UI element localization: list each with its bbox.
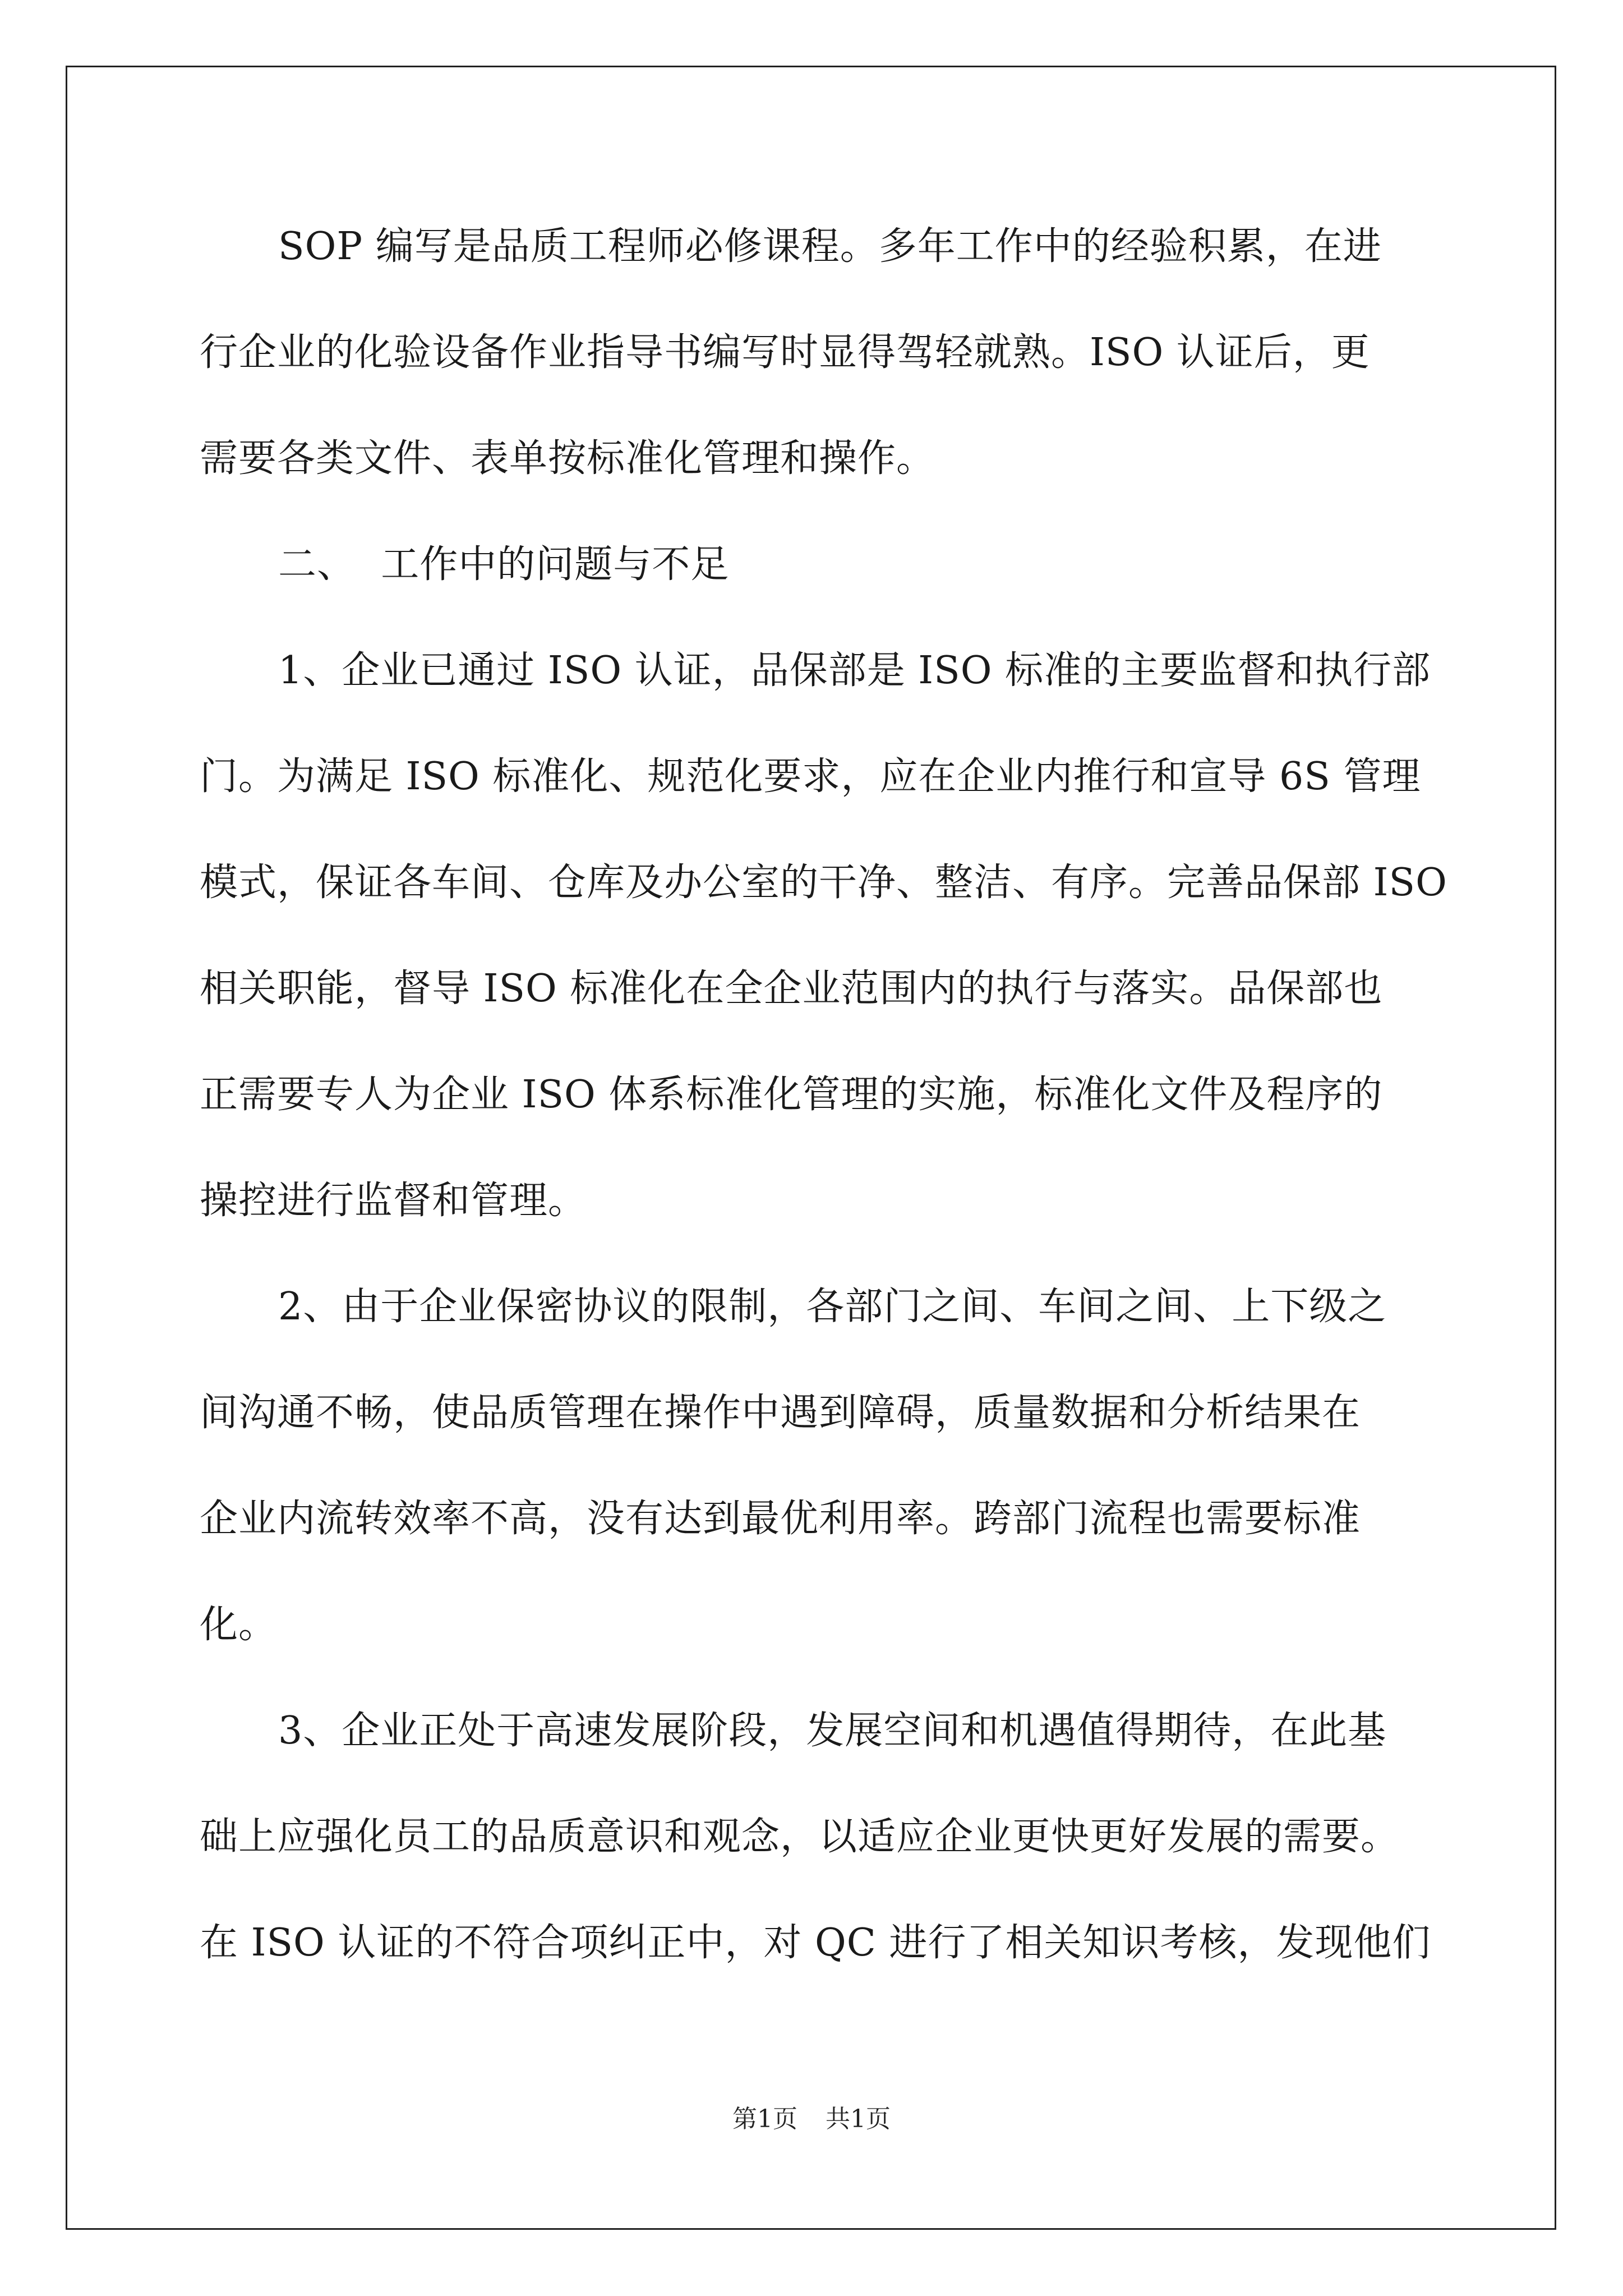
section-heading [200, 534, 1422, 640]
text-line: 间沟通不畅，使品质管理在操作中遇到障碍，质量数据和分析结果在 [200, 1391, 1361, 1435]
text-line: 化。 [200, 1603, 278, 1647]
text-line: 1、企业已通过 ISO 认证，品保部是 ISO 标准的主要监督和执行部 [278, 648, 1431, 693]
page-number: 第1页 [732, 2105, 797, 2133]
text-line: 需要各类文件、表单按标准化管理和操作。 [200, 436, 935, 481]
text-line: 门。为满足 ISO 标准化、规范化要求，应在企业内推行和宣导 6S 管理 [200, 754, 1421, 799]
text-line: 在 ISO 认证的不符合项纠正中，对 QC 进行了相关知识考核，发现他们 [200, 1921, 1431, 1965]
text-line: 模式，保证各车间、仓库及办公室的干净、整洁、有序。完善品保部 ISO [200, 861, 1447, 905]
heading-line: 二、 工作中的问题与不足 [278, 542, 730, 587]
paragraph-item-3 [200, 1700, 1431, 2018]
page-footer [0, 2102, 1623, 2136]
paragraph-intro [200, 216, 1422, 534]
text-line: 3、企业正处于高速发展阶段，发展空间和机遇值得期待，在此基 [278, 1709, 1387, 1753]
text-line: 2、由于企业保密协议的限制，各部门之间、车间之间、上下级之 [278, 1285, 1387, 1329]
text-line: 行企业的化验设备作业指导书编写时显得驾轻就熟。ISO 认证后，更 [200, 330, 1370, 375]
paragraph-item-2 [200, 1276, 1422, 1700]
text-line: 操控进行监督和管理。 [200, 1179, 587, 1223]
document-body [200, 216, 1447, 2018]
text-line: 相关职能，督导 ISO 标准化在全企业范围内的执行与落实。品保部也 [200, 967, 1383, 1011]
text-line: 础上应强化员工的品质意识和观念，以适应企业更快更好发展的需要。 [200, 1815, 1400, 1859]
text-line: 企业内流转效率不高，没有达到最优利用率。跨部门流程也需要标准 [200, 1497, 1361, 1541]
text-line: 正需要专人为企业 ISO 体系标准化管理的实施，标准化文件及程序的 [200, 1073, 1383, 1117]
text-line: SOP 编写是品质工程师必修课程。多年工作中的经验积累，在进 [278, 224, 1382, 269]
page-total: 共1页 [826, 2105, 891, 2133]
paragraph-item-1 [200, 640, 1447, 1276]
